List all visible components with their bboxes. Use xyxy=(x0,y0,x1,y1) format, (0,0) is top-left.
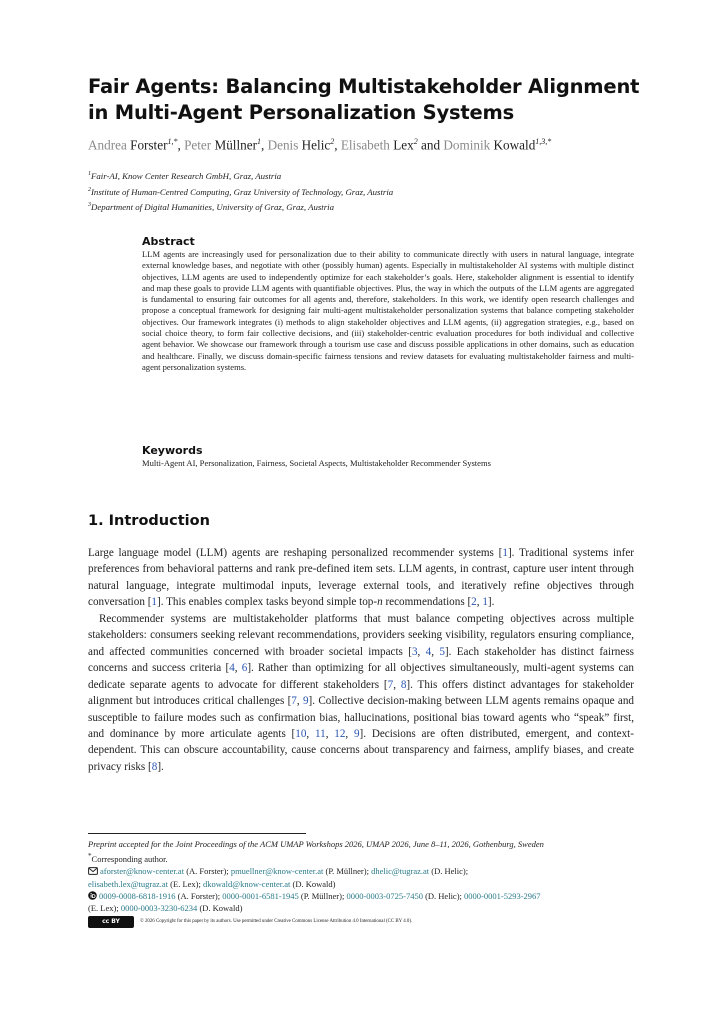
abstract-text: LLM agents are increasingly used for personalization due to their ability to communicate directly with users in natural language, integrate external knowledge bases, and negotiate with other (possibly human) agents. Especially in multistakeholder AI systems with multiple distinct objectives, LLM agents are used to independently optimize for each stakeholder’s goals. Here, stakeholder alignment is essential to identify and map these goals to provide LLM agents with quantifiable objectives. Plus, the way in which the outputs of the LLM agents are aggregated is fundamental to ensuring fair outcomes for all agents and, therefore, stakeholders. In this work, we identify open research challenges and propose a conceptual framework for designing fair multi-agent multistakeholder personalization systems that balance competing stakeholder objectives. Our framework integrates (i) methods to align stakeholder objectives and LLM agents, (ii) aggregation strategies, e.g., based on social choice theory, to form fair collective decisions, and (iii) stakeholder-centric evaluation procedures for both individual and collective agent behavior. We showcase our framework through a tourism use case and discuss possible applications in other domains, such as education and healthcare. Finally, we discuss domain-specific fairness tensions and review datasets for evaluating multistakeholder fairness and multi-agent personalization systems. xyxy=(142,249,634,372)
author-separator: , xyxy=(334,137,341,153)
section-heading-introduction: 1. Introduction xyxy=(88,513,210,529)
author-affiliation-mark: 1,3,* xyxy=(535,137,552,146)
author-given-name: Dominik xyxy=(443,137,491,153)
citation-link[interactable]: 3 xyxy=(411,645,418,658)
affiliation-text: Fair-AI, Know Center Research GmbH, Graz, Austria xyxy=(91,170,282,181)
footnote-link[interactable]: 0009-0008-6818-1916 xyxy=(99,891,176,902)
orcid-line-2: (E. Lex); 0000-0003-3230-6234 (D. Kowald) xyxy=(88,903,243,914)
author-separator: , xyxy=(177,137,185,153)
author-family-name: Lex xyxy=(393,137,414,153)
footnote-link[interactable]: pmuellner@know-center.at xyxy=(230,866,324,877)
author-separator: , xyxy=(260,137,268,153)
author-family-name: Müllner xyxy=(214,137,257,153)
author-given-name: Elisabeth xyxy=(340,137,390,153)
affiliation-mark: 1 xyxy=(88,171,91,177)
footnote-link[interactable]: dhelic@tugraz.at xyxy=(371,866,430,877)
introduction-body xyxy=(88,545,634,775)
keywords-heading: Keywords xyxy=(142,444,203,457)
citation-link[interactable]: 9 xyxy=(302,695,309,708)
license-text: © 2026 Copyright for this paper by its authors. Use permitted under Creative Commons License Attribution 4.0 International (CC BY 4.0). xyxy=(140,918,413,924)
citation-link[interactable]: 9 xyxy=(353,727,360,740)
affiliation-mark: 3 xyxy=(88,202,91,209)
envelope-icon xyxy=(88,867,98,875)
author-affiliation-mark: 1 xyxy=(256,137,261,146)
license-line xyxy=(88,916,648,928)
author-list xyxy=(88,137,648,153)
author-affiliation-mark: 2 xyxy=(413,137,418,146)
footnote-link[interactable]: 0000-0001-6581-1945 xyxy=(222,891,299,902)
abstract-section xyxy=(142,235,634,373)
author-affiliation-mark: 1,* xyxy=(167,137,178,146)
keywords-text: Multi-Agent AI, Personalization, Fairness, Societal Aspects, Multistakeholder Recommender Systems xyxy=(142,458,491,468)
citation-link[interactable]: 12 xyxy=(334,727,346,740)
citation-link[interactable]: 11 xyxy=(314,727,326,740)
affiliation-list xyxy=(88,168,648,215)
citation-link[interactable]: 1 xyxy=(482,596,488,609)
footnotes xyxy=(88,838,648,928)
paper-title: Fair Agents: Balancing Multistakeholder Alignment in Multi-Agent Personalization Systems xyxy=(88,75,640,124)
footnote-link[interactable]: aforster@know-center.at xyxy=(100,866,185,877)
math-variable: n xyxy=(377,596,383,609)
email-line-2: elisabeth.lex@tugraz.at (E. Lex); dkowald@know-center.at (D. Kowald) xyxy=(88,878,336,889)
author-family-name: Forster xyxy=(130,137,168,153)
footnote-link[interactable]: 0000-0001-5293-2967 xyxy=(464,891,541,902)
corresponding-note xyxy=(88,850,648,865)
keywords-section xyxy=(142,444,634,469)
preprint-note: Preprint accepted for the Joint Proceedings of the ACM UMAP Workshops 2026, UMAP 2026, June 8–11, 2026, Gothenburg, Sweden xyxy=(88,839,544,849)
footnote-link[interactable]: dkowald@know-center.at xyxy=(202,878,291,889)
affiliation-mark: 2 xyxy=(88,186,91,193)
citation-link[interactable]: 4 xyxy=(425,645,432,658)
author-separator: and xyxy=(417,137,444,153)
affiliation-item xyxy=(88,184,648,200)
affiliation-text: Department of Digital Humanities, University of Graz, Graz, Austria xyxy=(91,201,334,212)
citation-link[interactable]: 6 xyxy=(241,662,248,675)
email-line-1: aforster@know-center.at (A. Forster); pmuellner@know-center.at (P. Müllner); dhelic@tugraz.at (D. Helic); xyxy=(88,865,648,877)
corresponding-mark: * xyxy=(88,852,92,861)
citation-link[interactable]: 8 xyxy=(400,678,407,691)
abstract-heading: Abstract xyxy=(142,235,195,248)
footnote-link[interactable]: 0000-0003-0725-7450 xyxy=(346,891,423,902)
orcid-icon xyxy=(88,891,97,900)
footnote-rule xyxy=(88,833,306,834)
citation-link[interactable]: 4 xyxy=(229,662,235,675)
author-family-name: Helic xyxy=(301,137,331,153)
citation-link[interactable]: 2 xyxy=(471,596,477,609)
body-paragraph: Recommender systems are multistakeholder platforms that must balance competing objectives across multiple stakeholders: consumers seeking relevant recommendations, providers seeking visibility, regulators ensuring compliance, and affected communities concerned with broader societal impacts [3, 4, 5]. Each stakeholder has distinct fairness concerns and success criteria [4, 6]. Rather than optimizing for all objectives simultaneously, multi-agent systems can dedicate separate agents to advocate for different stakeholders [7, 8]. This offers distinct advantages for stakeholder alignment but introduces critical challenges [7, 9]. Collective decision-making between LLM agents remains opaque and susceptible to failure modes such as confirmation bias, hallucinations, positional bias toward agents who “speak” first, and dominance by more articulate agents [10, 11, 12, 9]. Decisions are often distributed, emergent, and context-dependent. This can obscure accountability, cause concerns about transparency and fairness, amplify biases, and create privacy risks [8]. xyxy=(88,612,634,773)
author-affiliation-mark: 2 xyxy=(330,137,335,146)
body-paragraph: Large language model (LLM) agents are reshaping personalized recommender systems [1]. Traditional systems infer preferences from behavioral patterns and rank pre-defined item sets. LLM agents, in contrast, capture user intent through natural language, integrate multimodal inputs, leverage external tools, and iteratively refine objectives through conversation [1]. This enables complex tasks beyond simple top-n recommendations [2, 1]. xyxy=(88,547,634,609)
citation-link[interactable]: 10 xyxy=(295,727,307,740)
author-given-name: Peter xyxy=(184,137,212,153)
footnote-link[interactable]: elisabeth.lex@tugraz.at xyxy=(88,878,169,889)
citation-link[interactable]: 7 xyxy=(387,678,394,691)
affiliation-text: Institute of Human-Centred Computing, Graz University of Technology, Graz, Austria xyxy=(91,186,394,197)
citation-link[interactable]: 1 xyxy=(502,547,508,559)
footnote-link[interactable]: 0000-0003-3230-6234 xyxy=(120,903,198,914)
affiliation-item xyxy=(88,199,648,215)
corresponding-text: Corresponding author. xyxy=(91,854,168,865)
author-family-name: Kowald xyxy=(493,137,536,153)
author-given-name: Denis xyxy=(267,137,299,153)
affiliation-item xyxy=(88,168,648,184)
citation-link[interactable]: 8 xyxy=(151,760,158,773)
citation-link[interactable]: 7 xyxy=(291,695,297,708)
citation-link[interactable]: 5 xyxy=(439,645,445,658)
citation-link[interactable]: 1 xyxy=(151,596,157,609)
cc-by-logo: cc BY xyxy=(88,916,134,928)
author-given-name: Andrea xyxy=(88,137,127,153)
orcid-line-1: 0009-0008-6818-1916 (A. Forster); 0000-0001-6581-1945 (P. Müllner); 0000-0003-0725-7450 (D. Helic); 0000-0001-5293-2967 xyxy=(88,890,648,902)
